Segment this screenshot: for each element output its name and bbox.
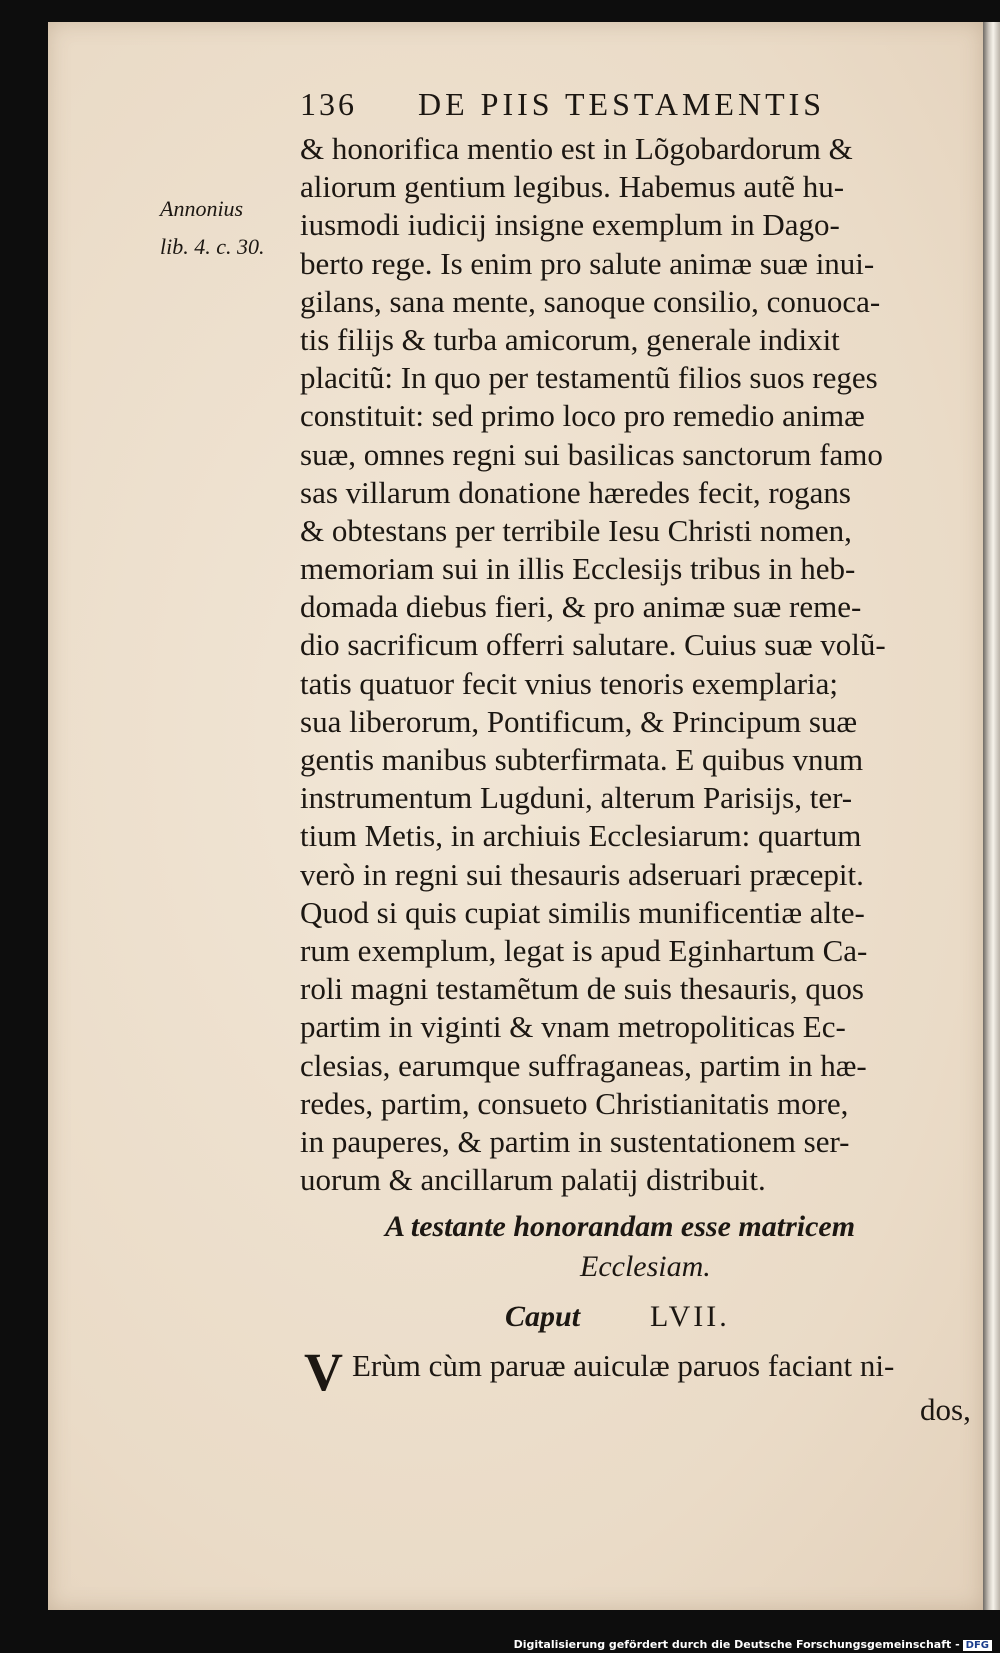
chapter-label: Caput xyxy=(505,1300,581,1333)
dfg-logo: DFG xyxy=(963,1640,992,1651)
running-title: DE PIIS TESTAMENTIS xyxy=(418,86,826,122)
text-line: roli magni testamẽtum de suis thesauris, quos xyxy=(300,971,864,1007)
text-line: tis filijs & turba amicorum, generale indixit xyxy=(300,321,840,357)
text-line: partim in viginti & vnam metropoliticas Ec- xyxy=(300,1009,846,1045)
margin-note-reference: lib. 4. c. 30. xyxy=(160,234,265,259)
text-line: dio sacrificum offerri salutare. Cuius suæ volũ- xyxy=(300,627,886,663)
text-line: aliorum gentium legibus. Habemus autẽ hu- xyxy=(300,169,845,205)
text-line: & honorifica mentio est in Lõgobardorum & xyxy=(300,131,853,166)
drop-initial: V xyxy=(304,1342,343,1402)
text-line: memoriam sui in illis Ecclesijs tribus in heb- xyxy=(300,551,856,587)
body-text xyxy=(300,130,975,1199)
text-line: sas villarum donatione hæredes fecit, rogans xyxy=(300,474,851,510)
text-line: redes, partim, consueto Christianitatis more, xyxy=(300,1085,849,1121)
text-line: verò in regni sui thesauris adseruari præcepit. xyxy=(300,856,864,892)
text-line: in pauperes, & partim in sustentationem ser- xyxy=(300,1123,850,1159)
text-line: suæ, omnes regni sui basilicas sanctorum famo xyxy=(300,436,883,472)
text-line: Quod si quis cupiat similis munificentiæ alte- xyxy=(300,894,865,930)
text-line: instrumentum Lugduni, alterum Parisijs, ter- xyxy=(300,780,853,816)
text-line: & obtestans per terribile Iesu Christi nomen, xyxy=(300,512,852,548)
text-line: gilans, sana mente, sanoque consilio, conuoca- xyxy=(300,283,881,319)
text-line: iusmodi iudicij insigne exemplum in Dago- xyxy=(300,207,840,243)
section-heading-line1: A testante honorandam esse matricem xyxy=(385,1210,856,1243)
text-line: constituit: sed primo loco pro remedio animæ xyxy=(300,398,865,434)
text-line: sua liberorum, Pontificum, & Principum suæ xyxy=(300,703,858,739)
chapter-number: LVII. xyxy=(650,1300,730,1333)
text-line: tatis quatuor fecit vnius tenoris exemplaria; xyxy=(300,665,839,701)
catchword: dos, xyxy=(920,1392,971,1427)
text-line: tium Metis, in archiuis Ecclesiarum: quartum xyxy=(300,818,862,854)
text-line: clesias, earumque suffraganeas, partim in hæ- xyxy=(300,1047,867,1083)
page-header xyxy=(300,86,910,130)
margin-note-author: Annonius xyxy=(160,196,244,221)
credit-text: Digitalisierung gefördert durch die Deutsche Forschungsgemeinschaft - xyxy=(513,1638,960,1651)
page-edge xyxy=(983,22,1000,1610)
digitization-credit xyxy=(514,1638,992,1651)
section-heading-line2: Ecclesiam. xyxy=(580,1250,711,1283)
text-line: rum exemplum, legat is apud Eginhartum Ca- xyxy=(300,932,868,968)
text-line: gentis manibus subterfirmata. E quibus vnum xyxy=(300,742,864,777)
text-line: berto rege. Is enim pro salute animæ suæ inui- xyxy=(300,245,875,281)
page-number: 136 xyxy=(300,86,357,122)
text-line: placitũ: In quo per testamentũ filios suos reges xyxy=(300,360,878,396)
text-line: domada diebus fieri, & pro animæ suæ reme- xyxy=(300,589,862,625)
chapter-first-line: Erùm cùm paruæ auiculæ paruos faciant ni- xyxy=(352,1348,895,1383)
text-line: uorum & ancillarum palatij distribuit. xyxy=(300,1162,766,1198)
